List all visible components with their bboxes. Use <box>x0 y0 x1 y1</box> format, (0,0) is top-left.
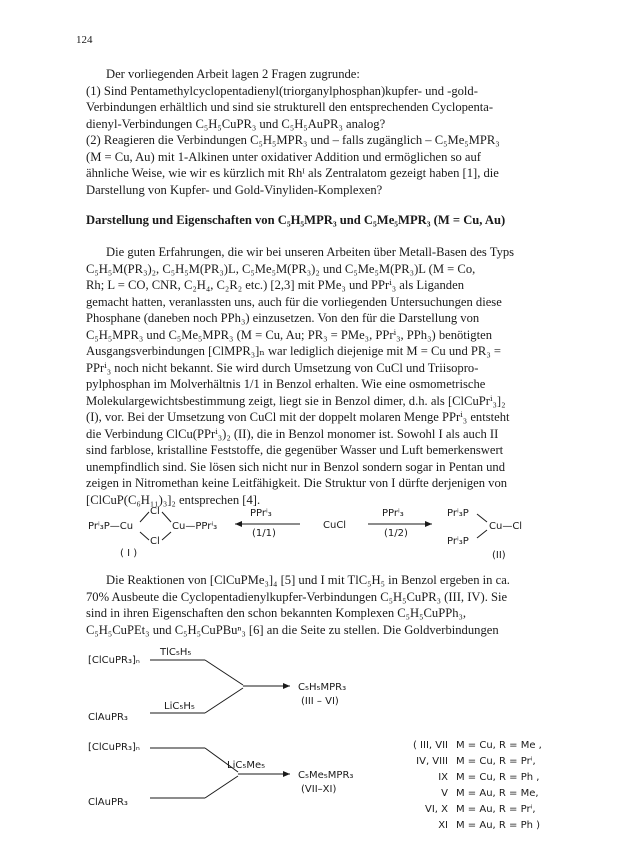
arrowhead-icon <box>283 683 290 689</box>
reagent-thallium-cp: TlC₅H₅ <box>160 647 192 658</box>
text-line: Rh; L = CO, CNR, C₂H₄, C₂R₂ etc.) [2,3] mit PMe₃ und PPrⁱ₃ als Liganden <box>86 278 464 292</box>
legend-definition: M = Cu, R = Me , <box>456 740 542 751</box>
dimer-right-fragment: Cu—PPrⁱ₃ <box>172 521 218 532</box>
phosphine-bottom: Prⁱ₃P <box>447 536 469 547</box>
product-cp-star-complex: C₅Me₅MPR₃ <box>298 770 354 781</box>
text-line: sind farblose, kristalline Feststoffe, die gegenüber Wasser und Luft bemerkenswert <box>86 443 504 457</box>
compound-label-I: ( I ) <box>120 548 138 559</box>
text-line: sind in ihren Eigenschaften den schon bekannten Komplexen C₅H₅CuPPh₃, <box>86 606 467 620</box>
arrowhead-icon <box>235 521 242 527</box>
bond-line <box>477 530 487 538</box>
text-line: 70% Ausbeute die Cyclopentadienylkupfer-Verbindungen C₅H₅CuPR₃ (III, IV). Sie <box>86 589 508 604</box>
dimer-left-fragment: Prⁱ₃P—Cu <box>88 521 134 532</box>
copper-chloride-fragment: Cu—Cl <box>489 521 523 532</box>
reactant-gold-chloride: ClAuPR₃ <box>88 797 128 808</box>
reactant-copper-chloride: [ClCuPR₃]ₙ <box>88 742 140 753</box>
text-line: Die guten Erfahrungen, die wir bei unseren Arbeiten über Metall-Basen des Typs <box>106 245 515 259</box>
product-cp-complex: C₅H₅MPR₃ <box>298 682 347 693</box>
text-line: C₅H₅CuPEt₃ und C₅H₅CuPBuⁿ₃ [6] an die Seite zu stellen. Die Goldverbindungen <box>86 622 499 637</box>
legend-definition: M = Au, R = Me, <box>456 788 539 799</box>
text-line: (2) Reagieren die Verbindungen C₅H₅MPR₃ und – falls zugänglich – C₅Me₅MPR₃ <box>86 133 500 147</box>
reaction-line <box>205 660 243 685</box>
bond-line <box>140 512 149 522</box>
page-number: 124 <box>76 34 93 46</box>
arrow-left-ratio: (1/1) <box>252 528 276 539</box>
legend-number: IV, VIII <box>416 756 448 767</box>
legend-definition: M = Cu, R = Prⁱ, <box>456 756 536 767</box>
copper-chloride-label: CuCl <box>323 520 347 531</box>
body-paragraph <box>86 572 556 638</box>
arrow-right-reagent: PPrⁱ₃ <box>382 508 404 519</box>
legend-number: ( III, VII <box>412 740 448 751</box>
arrowhead-icon <box>425 521 432 527</box>
bond-line <box>140 532 149 540</box>
text-line: C₅H₅M(PR₃)₂, C₅H₅M(PR₃)L, C₅Me₅M(PR₃)₂ und C₅Me₅M(PR₃)L (M = Co, <box>86 261 476 276</box>
body-paragraph <box>86 244 556 508</box>
reaction-line <box>205 688 243 713</box>
legend-number: IX <box>438 772 448 783</box>
text-line: zeigen in Nitromethan keine Leitfähigkeit. Die Struktur von I dürfte derjenigen von <box>86 476 508 490</box>
text-line: Phosphane (daneben noch PPh₃) einzusetzen. Von den für die Darstellung von <box>86 311 480 325</box>
reactant-gold-chloride: ClAuPR₃ <box>88 712 128 723</box>
legend-number: V <box>441 788 448 799</box>
intro-paragraph <box>86 66 556 198</box>
text-line: die Verbindung ClCu(PPrⁱ₃)₂ (II), die in Benzol monomer ist. Sowohl I als auch II <box>86 426 499 441</box>
text-line: dienyl-Verbindungen C₅H₅CuPR₃ und C₅H₅AuPR₃ analog? <box>86 116 386 131</box>
text-line: C₅H₅MPR₃ und C₅Me₅MPR₃ (M = Cu, Au; PR₃ = PMe₃, PPrⁱ₃, PPh₃) benötigten <box>86 327 492 342</box>
text-line: Ausgangsverbindungen [ClMPR₃]ₙ war lediglich diejenige mit M = Cu und PR₃ = <box>86 344 501 358</box>
bond-line <box>477 514 487 522</box>
bond-line <box>162 512 171 522</box>
bridging-chloride-bottom: Cl <box>150 536 160 547</box>
reagent-lithium-cp: LiC₅H₅ <box>164 701 195 712</box>
arrow-right-ratio: (1/2) <box>384 528 408 539</box>
text-line: (I), vor. Bei der Umsetzung von CuCl mit der doppelt molaren Menge PPrⁱ₃ entsteht <box>86 410 510 424</box>
text-line: ähnliche Weise, wie wir es kürzlich mit Rhᴵ als Zentralatom gezeigt haben [1], die <box>86 166 499 180</box>
text-line: Darstellung von Kupfer- und Gold-Vinyliden-Komplexen? <box>86 182 383 197</box>
legend-definition: M = Cu, R = Ph , <box>456 772 540 783</box>
reactant-copper-chloride: [ClCuPR₃]ₙ <box>88 655 140 666</box>
text-line: Verbindungen erhältlich und sind sie strukturell den entsprechenden Cyclopenta- <box>86 100 494 114</box>
text-line: unempfindlich sind. Sie lösen sich nicht nur in Benzol sondern sogar in Pentan und <box>86 459 506 474</box>
legend-number: VI, X <box>425 804 448 815</box>
arrowhead-icon <box>283 771 290 777</box>
legend-definition: M = Au, R = Ph ) <box>456 820 541 831</box>
legend-number: XI <box>438 820 448 831</box>
compound-label-II: (II) <box>492 550 506 561</box>
reaction-scheme-1 <box>0 500 624 562</box>
compound-legend <box>413 740 542 831</box>
product-numbers: (VII–XI) <box>301 784 337 795</box>
text-line: Der vorliegenden Arbeit lagen 2 Fragen zugrunde: <box>106 67 360 81</box>
legend-definition: M = Au, R = Prⁱ, <box>456 804 536 815</box>
section-heading: Darstellung und Eigenschaften von C₅H₅MPR₃ und C₅Me₅MPR₃ (M = Cu, Au) <box>86 213 506 227</box>
text-line: Molekulargewichtsbestimmung zeigt, liegt sie in Benzol dimer, d.h. als [ClCuPrⁱ₃]₂ <box>86 393 506 408</box>
reagent-lithium-cp-star: LiC₅Me₅ <box>227 760 266 771</box>
bond-line <box>162 532 171 540</box>
reaction-line <box>205 776 238 798</box>
arrow-left-reagent: PPrⁱ₃ <box>250 508 272 519</box>
bridging-chloride-top: Cl <box>150 506 160 517</box>
text-line: PPrⁱ₃ noch nicht bekannt. Sie wird durch Umsetzung von CuCl und Triisopro- <box>86 360 479 375</box>
text-line: [ClCuP(C₆H₁₁)₃]₂ entsprechen [4]. <box>86 492 261 507</box>
text-line: Die Reaktionen von [ClCuPMe₃]₄ [5] und I mit TlC₅H₅ in Benzol ergeben in ca. <box>106 573 510 587</box>
text-line: gemacht hatten, veranlassten uns, auch für die vorliegenden Untersuchungen diese <box>86 294 502 309</box>
text-line: (1) Sind Pentamethylcyclopentadienyl(triorganylphosphan)kupfer- und -gold- <box>86 83 478 98</box>
text-line: (M = Cu, Au) mit 1-Alkinen unter oxidativer Addition und ermöglichen so auf <box>86 149 481 164</box>
text-line: pylphosphan im Molverhältnis 1/1 in Benzol erhalten. Wie eine osmometrische <box>86 377 486 391</box>
phosphine-top: Prⁱ₃P <box>447 508 469 519</box>
product-numbers: (III – VI) <box>301 696 339 707</box>
reaction-scheme-2 <box>0 646 624 858</box>
